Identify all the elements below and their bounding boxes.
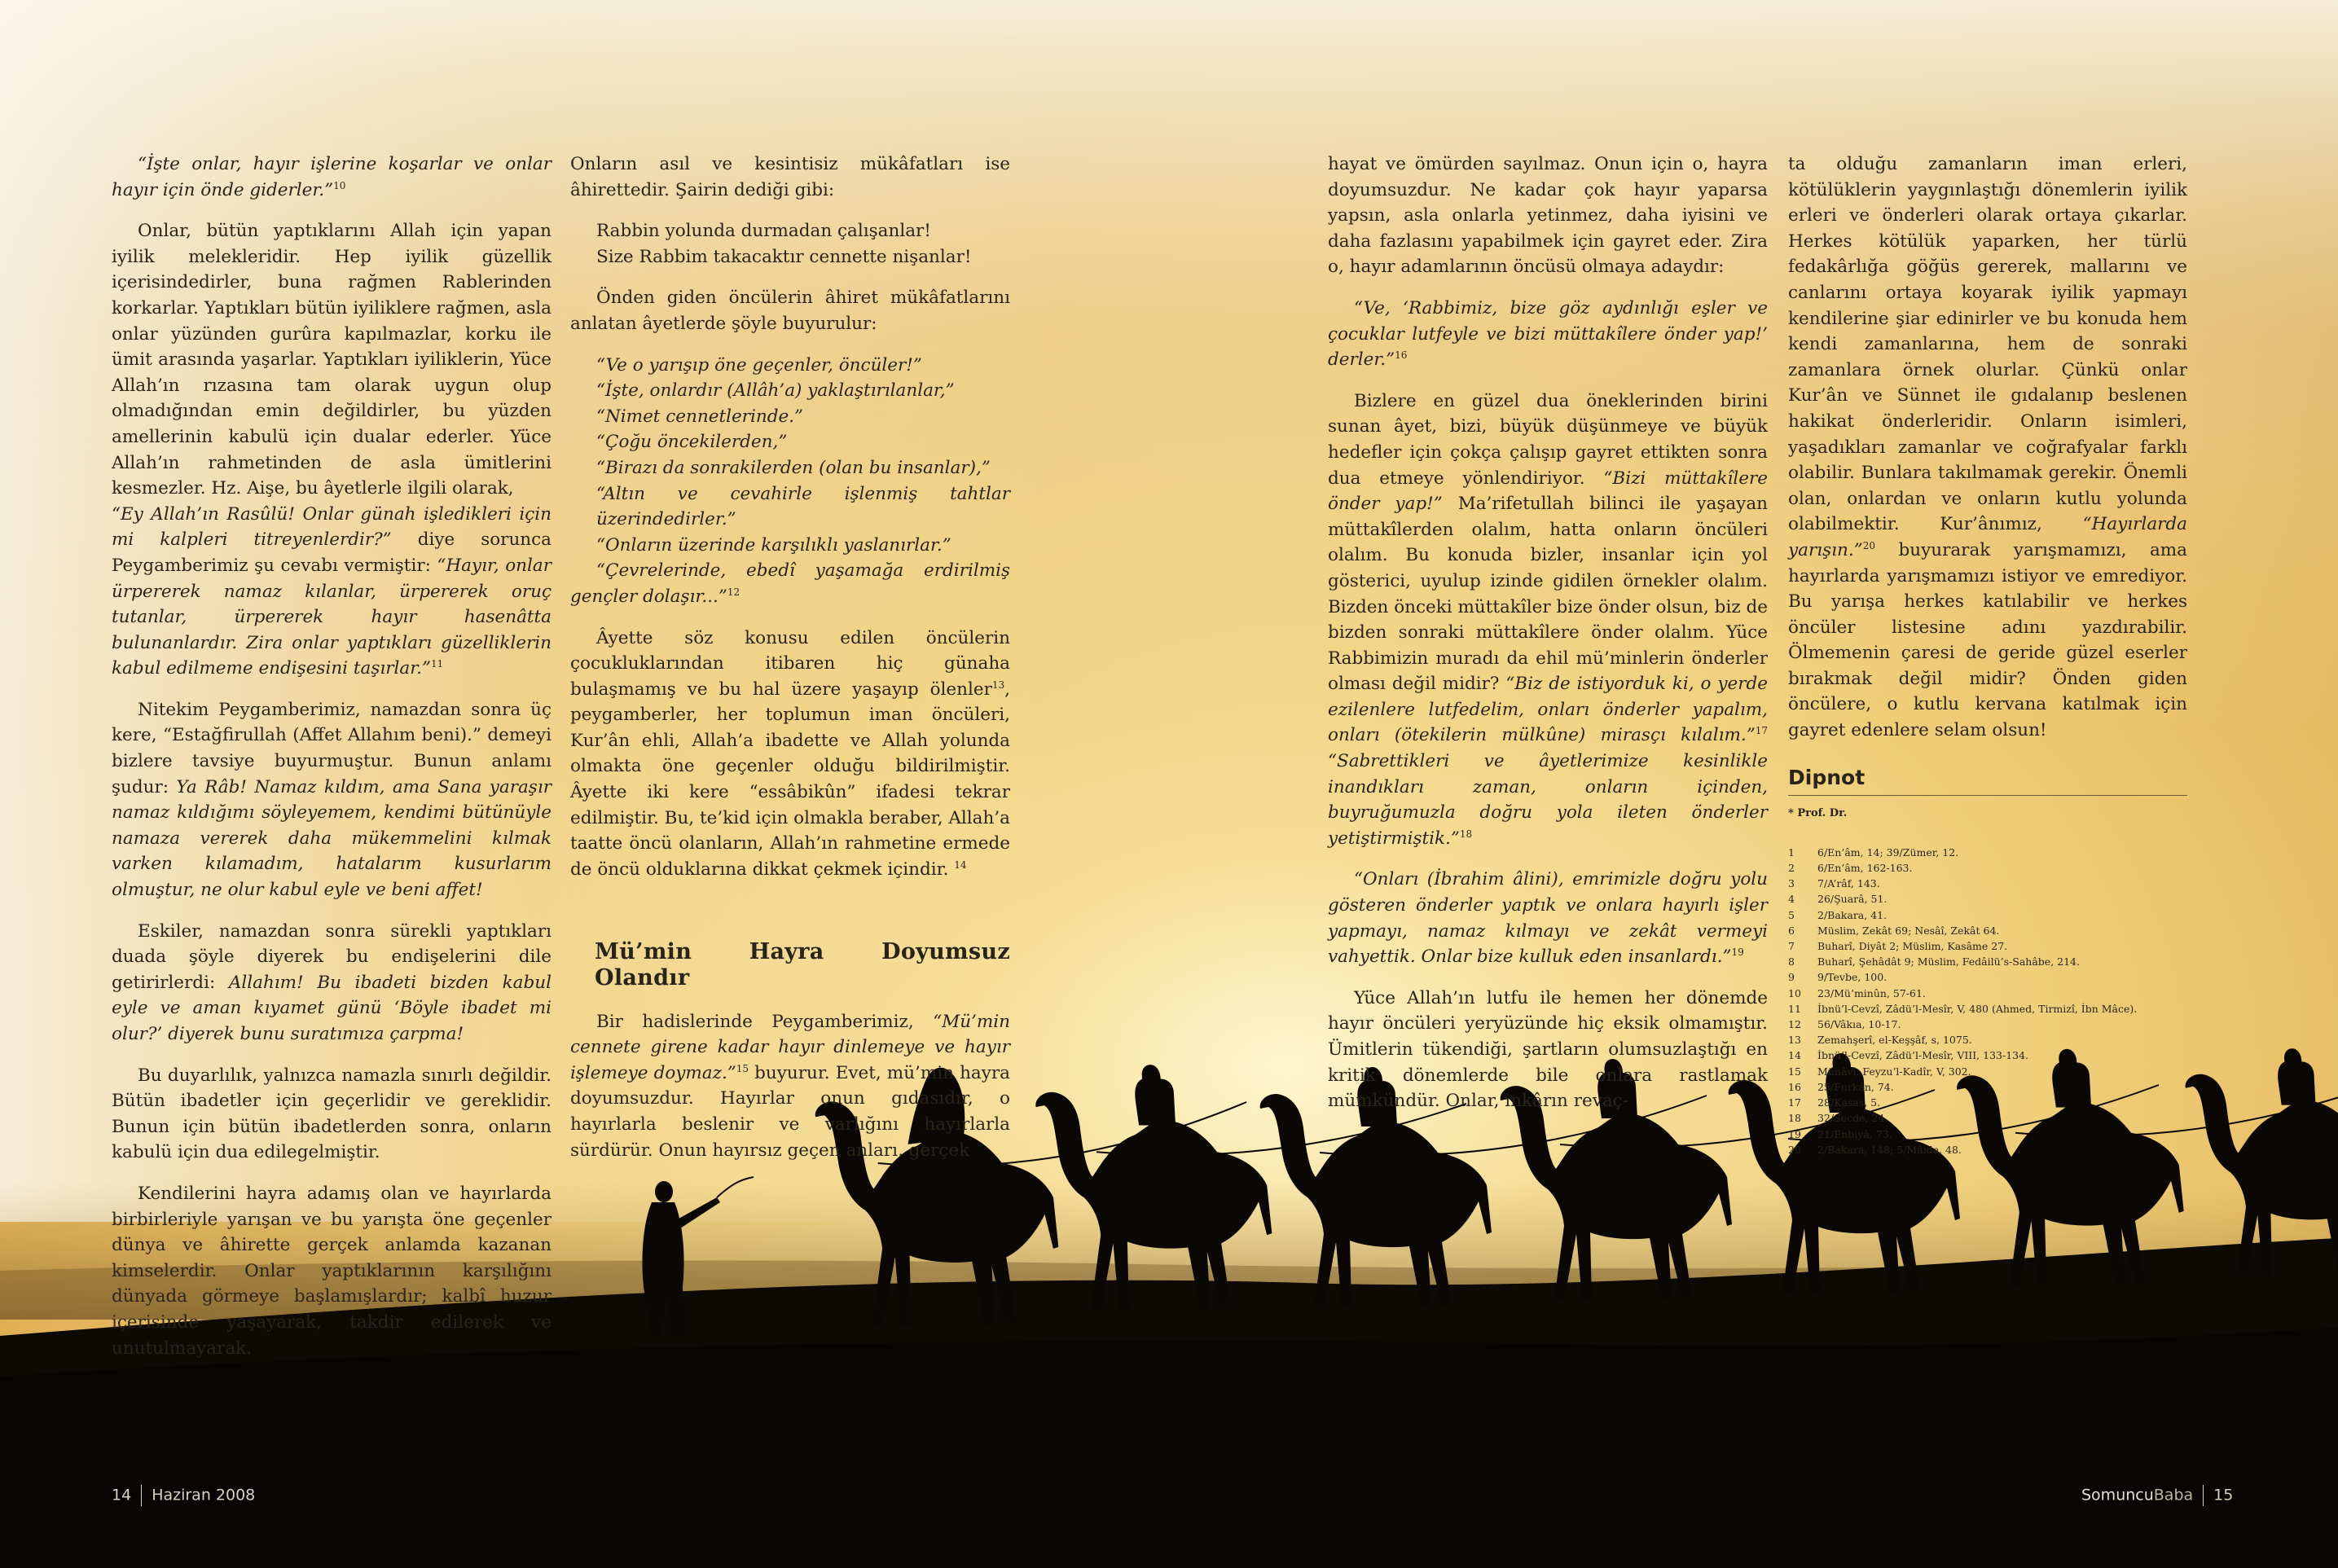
verse-line: “Onların üzerinde karşılıklı yaslanırlar.” [596, 534, 951, 556]
right-page-column-2 [1788, 152, 2187, 1157]
footnote-number: 18 [1788, 1112, 1801, 1125]
footnote-number: 12 [1788, 1018, 1801, 1031]
footnote-item [1788, 969, 2187, 985]
verse-line: “Altın ve cevahirle işlenmiş tahtlar üzerindedirler.” [596, 483, 1010, 530]
body-paragraph: Onların asıl ve kesintisiz mükâfatları ise âhirettedir. Şairin dediği gibi: [570, 154, 1010, 200]
footnote-number: 3 [1788, 877, 1795, 890]
body-paragraph: Âyette söz konusu edilen öncülerin çocukluklarından itibaren hiç günaha bulaşmamış ve bu hal üzere yaşayıp ölenler$^{13}$, peygamberler, her toplumun iman öncüleri, Kur’ân ehli, Allah’a ibadette ve Allah yolunda olmakta öne geçenler olduğu bildirilmiştir. Âyette iki kere “essâbikûn” ifadesi tekrar edilmiştir. Bu, te’kid için olmakla beraber, Allah’a taatte öncü olanların, Allah’ın rahmetine ermede de öncü olduklarına dikkat çekmek içindir. $^{14}$ [570, 627, 1010, 880]
footnote-text: 21/Enbiyâ, 73. [1817, 1127, 1892, 1140]
footnote-item [1788, 1142, 2187, 1157]
footnote-text: 25/Furkân, 74. [1817, 1080, 1894, 1093]
footnote-number: 1 [1788, 845, 1795, 859]
footnote-item [1788, 907, 2187, 923]
footnote-item [1788, 1017, 2187, 1032]
footnote-text: 26/Şuarâ, 51. [1817, 893, 1888, 906]
footnote-number: 19 [1788, 1127, 1801, 1140]
body-paragraph: Nitekim Peygamberimiz, namazdan sonra üç kere, “Estağfirullah (Affet Allahım beni).” demeyi bizlere tavsiye buyurmuştur. Bunun anlamı şudur: Ya Râb! Namaz kıldım, ama Sana yaraşır namaz kıldığımı söyleyemem, kendimi bütünüyle namaza vererek daha mükemmelini kılmak varken kılamadım, hatalarım kusurlarım olmuştur, ne olur kabul eyle ve beni affet! [112, 699, 552, 901]
left-page-footer [112, 1485, 255, 1506]
footnote-item [1788, 938, 2187, 954]
left-page-column-1 [112, 152, 552, 1377]
footnote-item [1788, 954, 2187, 969]
footnote-number: 7 [1788, 940, 1795, 953]
footnote-text: İbnü’l-Cevzî, Zâdü’l-Mesîr, V, 480 (Ahmed, Tirmizî, İbn Mâce). [1817, 1002, 2138, 1015]
page-number: 14 [112, 1486, 132, 1504]
footnote-text: 28/Kasas, 5. [1817, 1096, 1881, 1109]
footnote-item [1788, 891, 2187, 907]
footnote-item [1788, 923, 2187, 938]
footnote-number: 20 [1788, 1143, 1801, 1156]
section-subheading: Mü’min Hayra Doyumsuz Olandır [595, 939, 1010, 991]
footnote-number: 4 [1788, 893, 1795, 906]
footnote-text: 9/Tevbe, 100. [1817, 971, 1888, 984]
right-page-column-1 [1328, 152, 1768, 1130]
issue-date: Haziran 2008 [152, 1486, 256, 1504]
footnote-text: Müslim, Zekât 69; Nesâî, Zekât 64. [1817, 924, 2000, 937]
page-number: 15 [2213, 1486, 2234, 1504]
body-paragraph: Onlar, bütün yaptıklarını Allah için yapan iyilik melekleridir. Hep iyilik güzellik içerisindedirler, buna rağmen Rablerinden korkarlar. Yaptıkları bütün iyiliklere rağmen, asla onlar yüzünden gurûra kapılmazlar, korku ile ümit arasında yaşarlar. Yaptıkları iyiliklerin, Yüce Allah’ın rızasına tam olarak uygun olup olmadığından emin değildirler, bu yüzden amellerinin kabulü için dualar ederler. Yüce Allah’ın rahmetinden de asla ümitlerini kesmezler. Hz. Aişe, bu âyetlerle ilgili olarak, [112, 221, 552, 499]
verse-line: “İşte, onlardır (Allâh’a) yaklaştırılanlar,” [596, 380, 955, 402]
footnote-number: 11 [1788, 1002, 1801, 1015]
body-paragraph: “Ey Allah’ın Rasûlü! Onlar günah işledikleri için mi kalpleri titreyenlerdir?” diye sorunca Peygamberimiz şu cevabı vermiştir: “Hayır, onlar ürpererek namaz kılanlar, ürpererek oruç tutanlar, ürpererek hayır hasenâtta bulunanlardır. Zira onlar yaptıkları güzelliklerin kabul edilmeme endişesini taşırlar.”$^{11}$ [112, 503, 552, 679]
footnote-number: 2 [1788, 862, 1795, 875]
poem-line: Size Rabbim takacaktır cennette nişanlar! [596, 246, 972, 267]
footnote-item [1788, 1127, 2187, 1142]
footnote-item [1788, 1079, 2187, 1095]
author-note: * Prof. Dr. [1788, 807, 1848, 820]
verse-line: “Çevrelerinde, ebedî yaşamağa erdirilmiş gençler dolaşır...”$^{12}$ [570, 560, 1010, 607]
footnote-number: 14 [1788, 1049, 1801, 1062]
footnote-text: 23/Mü’minûn, 57-61. [1817, 986, 1926, 999]
footnote-text: 32/Secde, 24. [1817, 1112, 1888, 1125]
footnote-text: 6/En’âm, 162-163. [1817, 862, 1913, 875]
footnote-item [1788, 986, 2187, 1001]
body-paragraph: Yüce Allah’ın lutfu ile hemen her dönemde hayır öncüleri yeryüzünde hiç eksik olmamıştır. Ümitlerin tükendiği, şartların olumsuzlaştığı en kritik dönemlerde bile onlara rastlamak mümkündür. Onlar, inkârın revaç- [1328, 987, 1768, 1112]
body-paragraph: hayat ve ömürden sayılmaz. Onun için o, hayra doyumsuzdur. Ne kadar çok hayır yaparsa yapsın, asla onlarla yetinmez, daha iyisini ve daha fazlasını yapabilmek için gayret eder. Zira o, hayır adamlarının öncüsü olmaya adaydır: [1328, 154, 1768, 278]
footnote-text: İbnü’l-Cevzî, Zâdü’l-Mesîr, VIII, 133-134. [1817, 1049, 2029, 1062]
footnote-text: Buharî, Şehâdât 9; Müslim, Fedâilü’s-Sahâbe, 214. [1817, 955, 2080, 968]
body-paragraph: Kendilerini hayra adamış olan ve hayırlarda birbirleriyle yarışan ve bu yarışta öne geçenler dünya ve âhirette gerçek anlamda kazanan kimselerdir. Onlar yaptıklarının karşılığını dünyada görmeye başlamışlardır; kalbî huzur içerisinde yaşayarak, takdir edilerek ve unutulmayarak. [112, 1183, 552, 1359]
footnote-number: 9 [1788, 971, 1795, 984]
footnote-text: 7/A’râf, 143. [1817, 877, 1880, 890]
footnote-text: Zemahşerî, el-Keşşâf, s, 1075. [1817, 1034, 1972, 1047]
footnote-text: 2/Bakara, 41. [1817, 908, 1888, 921]
footnote-item [1788, 876, 2187, 891]
footnote-text: 2/Bakara, 148; 5/Mâide, 48. [1817, 1143, 1962, 1156]
footnote-item [1788, 1110, 2187, 1126]
magazine-logo: SomuncuBaba [2081, 1486, 2194, 1504]
footnote-item [1788, 1048, 2187, 1063]
footnote-item [1788, 1095, 2187, 1110]
footnote-item [1788, 1032, 2187, 1048]
footnote-number: 16 [1788, 1080, 1801, 1093]
verse-line: “Nimet cennetlerinde.” [596, 406, 804, 427]
body-paragraph: Önden giden öncülerin âhiret mükâfatlarını anlatan âyetlerde şöyle buyurulur: [570, 288, 1010, 334]
footnote-text: Buharî, Diyât 2; Müslim, Kasâme 27. [1817, 940, 2008, 953]
verse-line: “Çoğu öncekilerden,” [596, 432, 788, 453]
footnote-number: 13 [1788, 1034, 1801, 1047]
footnote-item [1788, 1001, 2187, 1017]
footnote-number: 6 [1788, 924, 1795, 937]
footnote-number: 17 [1788, 1096, 1801, 1109]
footnote-number: 10 [1788, 986, 1801, 999]
footnote-number: 5 [1788, 908, 1795, 921]
right-page-footer [2081, 1485, 2233, 1506]
footnote-list [1788, 845, 2187, 1157]
quote-paragraph: “Ve, ‘Rabbimiz, bize göz aydınlığı eşler ve çocuklar lutfeyle ve bizi müttakîlere önder yap!’ derler.”$^{16}$ [1328, 297, 1768, 371]
footnote-text: 56/Vâkıa, 10-17. [1817, 1018, 1901, 1031]
body-paragraph: Eskiler, namazdan sonra sürekli yaptıkları duada şöyle diyerek bu endişelerini dile getirirlerdi: Allahım! Bu ibadeti bizden kabul eyle ve aman kıyamet günü ‘Böyle ibadet mi olur?’ diyerek bunu suratımıza çarpma! [112, 920, 552, 1044]
footnote-number: 8 [1788, 955, 1795, 968]
poem-line: Rabbin yolunda durmadan çalışanlar! [596, 221, 931, 242]
body-paragraph: Bir hadislerinde Peygamberimiz, “Mü’min cennete girene kadar hayır dinlemeye ve hayır işlemeye doymaz.”$^{15}$ buyurur. Evet, mü’min hayra doyumsuzdur. Hayırlar onun gıdasıdır, o hayırlarla beslenir ve varlığını hayırlarla sürdürür. Onun hayırsız geçen anları, gerçek [570, 1011, 1010, 1161]
body-paragraph: Bu duyarlılık, yalnızca namazla sınırlı değildir. Bütün ibadetler için geçerlidir ve gereklidir. Bunun için bütün ibadetlerden sonra, onların kabulü için dua edilegelmiştir. [112, 1065, 552, 1163]
quote-paragraph: “İşte onlar, hayır işlerine koşarlar ve onlar hayır için önde giderler.”$^{10}$ [112, 154, 552, 200]
body-paragraph: Bizlere en güzel dua öneklerinden birini sunan âyet, bizi, büyük düşünmeye ve büyük hedefler için çokça çalışıp gayret ettikten sonra dua etmeye yönlendiriyor. “Bizi müttakîlere önder yap!” Ma’rifetullah bilinci ile yaşayan müttakîlerden olalım, hatta onların öncüleri olalım. Bu konuda bizler, insanlar için yol gösterici, uyulup izinde gidilen örnekler olalım. Bizden önceki müttakîler bize önder olsun, biz de bizden sonraki müttakîlere önder olalım. Yüce Rabbimizin muradı da ehil mü’minlerin önderler olması değil midir? “Biz de istiyorduk ki, o yerde ezilenlere lutfedelim, onları önderler yapalım, onları (ötekilerin mülkûne) mirasçı kılalım.”$^{17}$ “Sabrettikleri ve âyetlerimize kesinlikle inandıkları zaman, onların içinden, buyruğumuzla doğru yola ileten önderler yetiştirmiştik.”$^{18}$ [1328, 390, 1768, 849]
footnotes-title: Dipnot [1788, 765, 2187, 797]
footnote-text: Münâvî, Feyzu’l-Kadîr, V, 302. [1817, 1065, 1971, 1078]
left-page-column-2 [570, 152, 1010, 1179]
footnote-item [1788, 1064, 2187, 1079]
footnote-number: 15 [1788, 1065, 1801, 1078]
footnote-item [1788, 860, 2187, 876]
quote-paragraph: “Onları (İbrahim âlini), emrimizle doğru yolu gösteren önderler yaptık ve onlara hayırlı işler yapmayı, namaz kılmayı ve zekât vermeyi vahyettik. Onlar bize kulluk eden insanlardı.”$^{19}$ [1328, 869, 1768, 968]
footnote-text: 6/En’âm, 14; 39/Zümer, 12. [1817, 845, 1959, 859]
verse-line: “Ve o yarışıp öne geçenler, öncüler!” [596, 354, 922, 376]
verse-line: “Birazı da sonrakilerden (olan bu insanlar),” [596, 457, 991, 478]
body-paragraph: ta olduğu zamanların iman erleri, kötülüklerin yaygınlaştığı dönemlerin iyilik erleri ve önderleri olarak ortaya çıkarlar. Herkes kötülük yaparken, her türlü fedakârlığa göğüs gererek, mallarını ve canlarını ortaya koyarak iyilik yapmayı kendilerine şiar edinirler ve bu konuda hem kendi zamanlarına, hem de sonraki zamanlara örnek olurlar. Çünkü onlar Kur’ân ve Sünnet ile gıdalanıp beslenen hakikat önderleridir. Onların isimleri, yaşadıkları zamanlar ve coğrafyalar farklı olabilir. Bunlara takılmamak gerekir. Önemli olan, onlardan ve onların kutlu yolunda olabilmektir. Kur’ânımız, “Hayırlarda yarışın.”$^{20}$ buyurarak yarışmamızı, ama hayırlarda yarışmamızı istiyor ve emrediyor. Bu yarışa herkes katılabilir ve herkes öncüler listesine adını yazdırabilir. Ölmemenin çaresi de geride güzel eserler bırakmak değil midir? Önden giden öncülere, o kutlu kervana katılmak için gayret edenlere selam olsun! [1788, 154, 2187, 741]
footnote-item [1788, 845, 2187, 860]
